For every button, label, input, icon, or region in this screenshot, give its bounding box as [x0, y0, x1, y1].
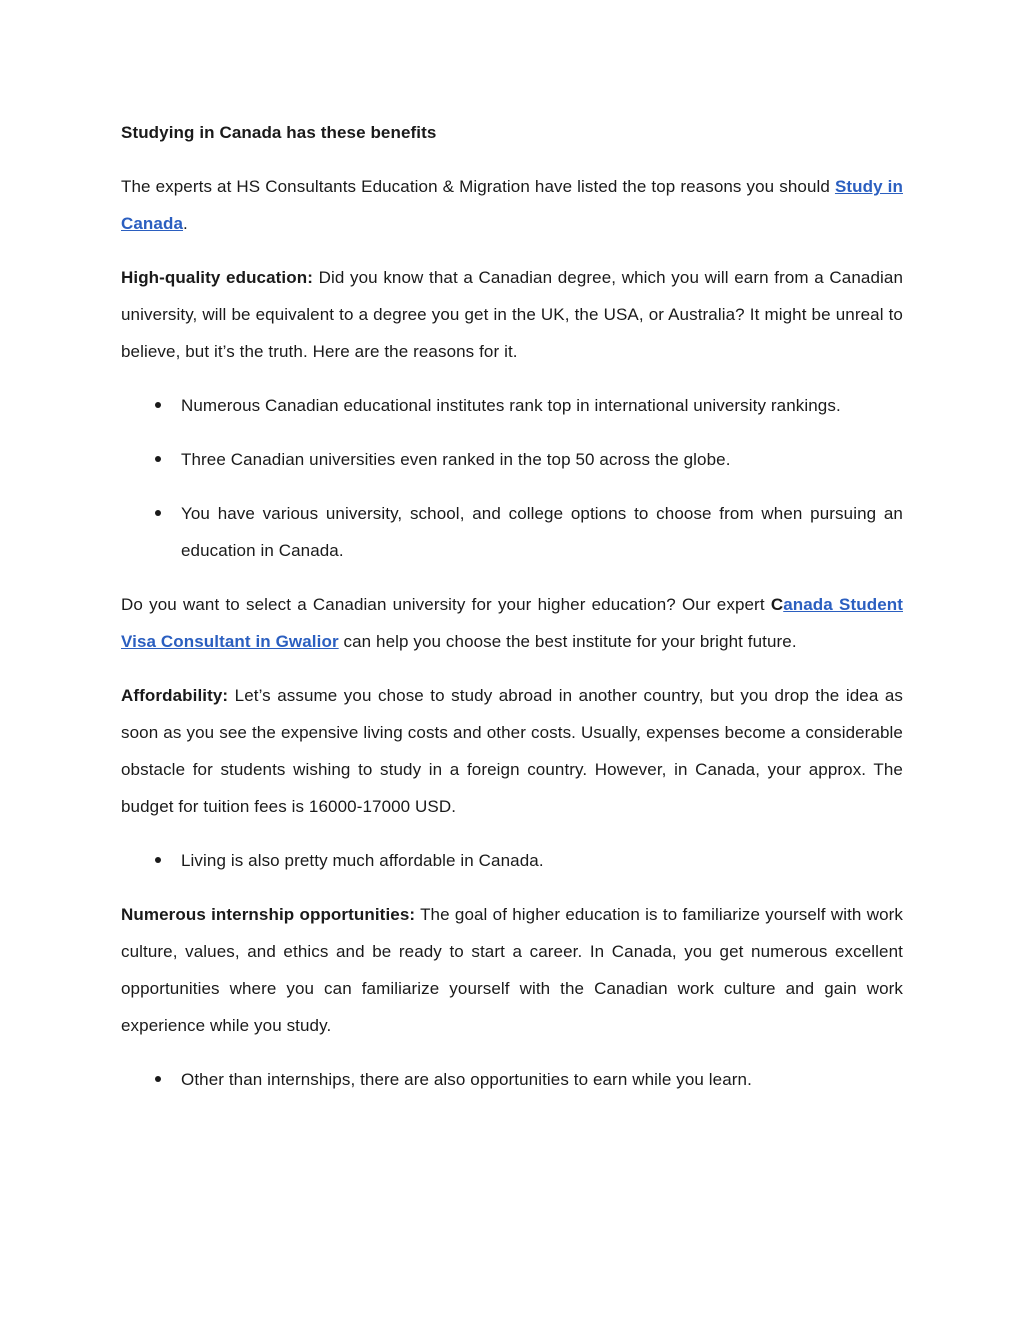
- quality-paragraph: [121, 259, 903, 370]
- intro-text: The experts at HS Consultants Education & Migration have listed the top reasons you should: [121, 177, 835, 196]
- quality-bullet-list: [121, 387, 903, 569]
- consultant-text: Do you want to select a Canadian university for your higher education? Our expert: [121, 595, 771, 614]
- internship-text: The goal of higher education is to familiarize yourself with work culture, values, and ethics and be ready to start a career. In Canada, you get numerous excellent opportunities where you can familiarize yourself with the Canadian work culture and gain work experience while you study.: [121, 905, 903, 1035]
- list-item-text: Other than internships, there are also opportunities to earn while you learn.: [181, 1070, 752, 1089]
- study-in-canada-link[interactable]: Study in Canada: [121, 177, 903, 233]
- list-item: [121, 441, 903, 478]
- intro-paragraph: [121, 168, 903, 242]
- internship-bullet-list: [121, 1061, 903, 1098]
- document-heading: Studying in Canada has these benefits: [121, 123, 437, 142]
- quality-label: High-quality education:: [121, 268, 313, 287]
- affordability-text: Let’s assume you chose to study abroad in another country, but you drop the idea as soon as you see the expensive living costs and other costs. Usually, expenses become a considerable obstacle for students wishing to study in a foreign country. However, in Canada, your approx. The budget for tuition fees is 16000-17000 USD.: [121, 686, 903, 816]
- list-item-text: Living is also pretty much affordable in Canada.: [181, 851, 544, 870]
- canada-student-visa-consultant-link[interactable]: anada Student Visa Consultant in Gwalior: [121, 595, 903, 651]
- list-item-text: Three Canadian universities even ranked in the top 50 across the globe.: [181, 450, 731, 469]
- internship-label: Numerous internship opportunities:: [121, 905, 416, 924]
- list-item-text: You have various university, school, and college options to choose from when pursuing an education in Canada.: [181, 504, 903, 560]
- consultant-link-initial: C: [770, 595, 784, 614]
- consultant-text-end: can help you choose the best institute for your bright future.: [338, 632, 797, 651]
- affordability-paragraph: [121, 677, 903, 825]
- quality-text: Did you know that a Canadian degree, which you will earn from a Canadian university, will be equivalent to a degree you get in the UK, the USA, or Australia? It might be unreal to believe, but it’s the truth. Here are the reasons for it.: [121, 268, 904, 361]
- list-item: [121, 1061, 903, 1098]
- affordability-label: Affordability:: [121, 686, 229, 705]
- list-item: [121, 495, 903, 569]
- consultant-paragraph: [121, 586, 903, 660]
- list-item: [121, 387, 903, 424]
- intro-text-end: .: [183, 214, 188, 233]
- list-item-text: Numerous Canadian educational institutes rank top in international university rankings.: [181, 396, 841, 415]
- affordability-bullet-list: [121, 842, 903, 879]
- internship-paragraph: [121, 896, 903, 1044]
- list-item: [121, 842, 903, 879]
- document-body: [121, 114, 903, 1115]
